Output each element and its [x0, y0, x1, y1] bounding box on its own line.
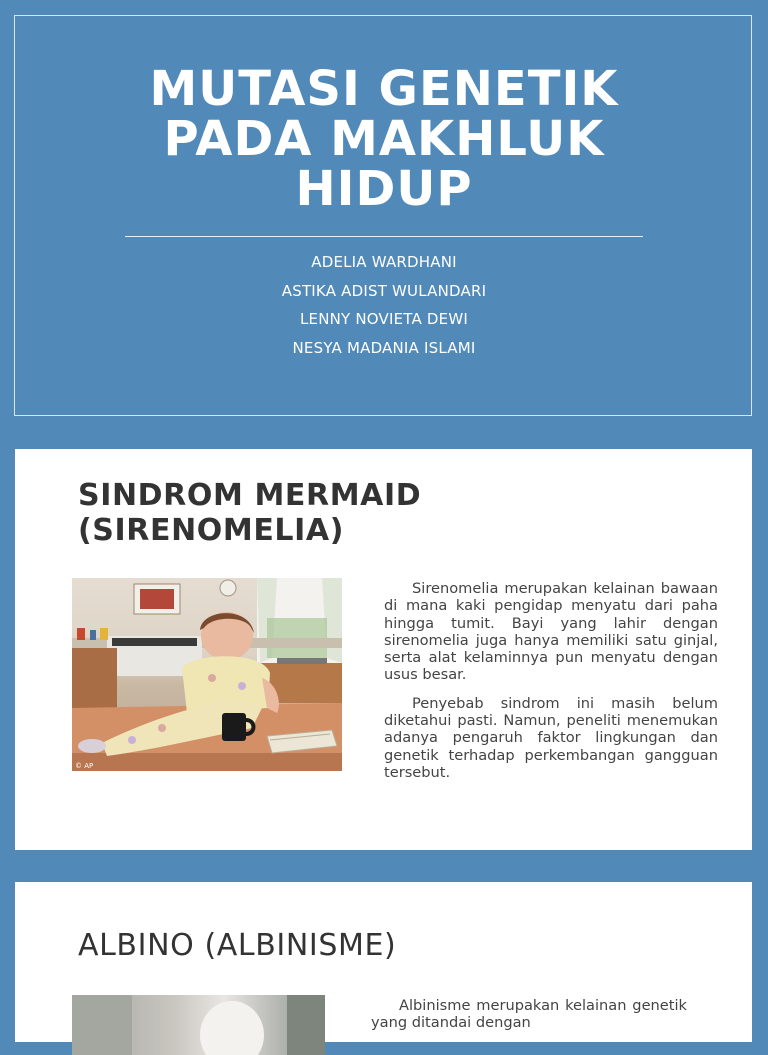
author-name: NESYA MADANIA ISLAMI — [292, 338, 476, 357]
title-divider — [125, 236, 643, 237]
photo-illustration — [72, 578, 342, 771]
paragraph: Sirenomelia merupakan kelainan bawaan di mana kaki pengidap menyatu dari paha hingga tumit. Bayi yang lahir dengan sirenomelia juga hanya memiliki satu ginjal, serta alat kelaminnya pun menyatu dengan usus besar. — [384, 580, 718, 684]
title-line: PADA MAKHLUK — [163, 111, 605, 167]
slide-heading: ALBINO (ALBINISME) — [78, 928, 397, 963]
title-line: MUTASI GENETIK — [149, 61, 619, 117]
paragraph: Penyebab sindrom ini masih belum diketahui pasti. Namun, peneliti menemukan adanya pengaruh faktor lingkungan dan genetik terhadap perkembangan gangguan tersebut. — [384, 694, 718, 781]
slide-sirenomelia — [15, 449, 752, 850]
slide-heading — [78, 478, 421, 548]
heading-line: SINDROM MERMAID — [78, 478, 422, 513]
slide-body-text — [371, 997, 687, 1043]
slide-body-text — [384, 580, 718, 792]
author-list — [15, 248, 753, 362]
sirenomelia-photo — [72, 578, 342, 771]
photo-illustration — [72, 995, 325, 1055]
author-name: ASTIKA ADIST WULANDARI — [281, 281, 487, 300]
presentation-title — [15, 61, 753, 217]
title-line: HIDUP — [295, 161, 473, 217]
author-name: LENNY NOVIETA DEWI — [299, 310, 469, 328]
albinism-photo — [72, 995, 325, 1055]
paragraph: Albinisme merupakan kelainan genetik yang ditandai dengan — [371, 997, 687, 1032]
heading-line: (SIRENOMELIA) — [78, 513, 345, 548]
photo-credit: © AP — [75, 762, 94, 770]
slide-albinism — [15, 882, 752, 1042]
title-slide — [14, 15, 752, 416]
author-name: ADELIA WARDHANI — [311, 253, 457, 271]
